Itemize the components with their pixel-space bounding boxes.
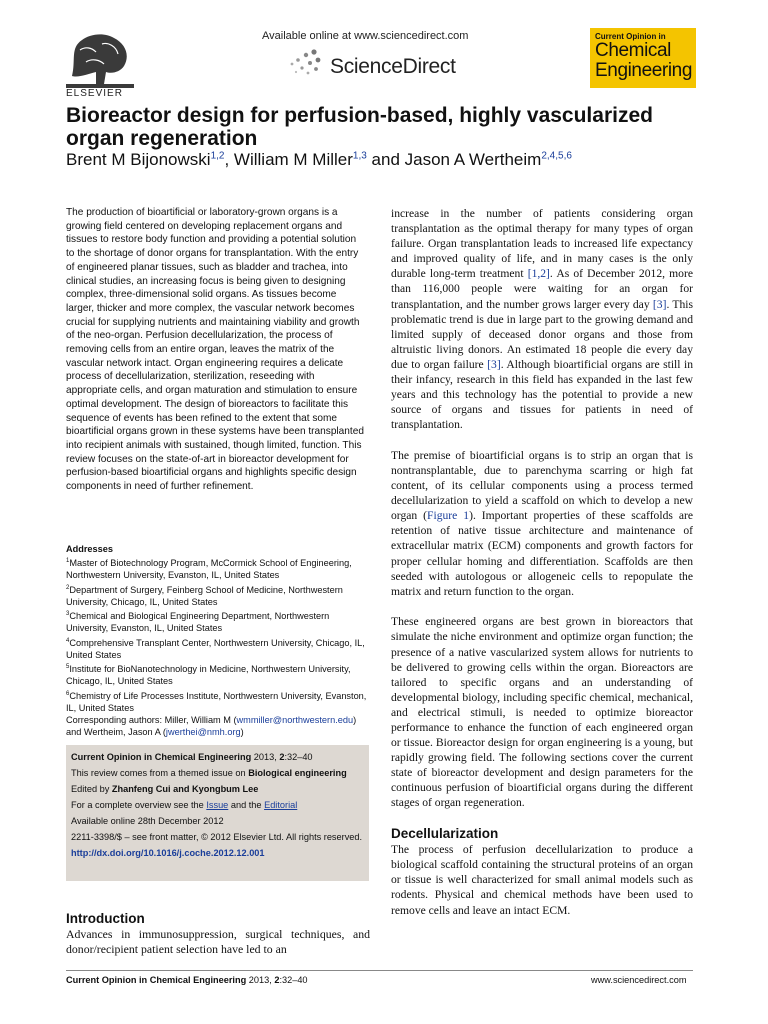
footer-citation: Current Opinion in Chemical Engineering 2013, 2:32–40 [66,975,308,985]
email-link[interactable]: wmmiller@northwestern.edu [236,715,354,725]
available-online-text: Available online at www.sciencedirect.com [262,30,469,42]
addresses-block [66,543,371,714]
paragraph: increase in the number of patients considering organ transplantation as the optimal therapy for many types of organ failure. Organ transplantation leads to increased life expectancy and improved quality of life, and in many cases is the only durable long-term treatment [1,2]. As of December 2012, more than 116,000 people were waiting for an organ for transplantation, and the number grows larger every day [3]. This problematic trend is due in large part to the growing demand and limited supply of deceased donor organs and those from altruistic living donors. An estimated 18 people die every day due to organ failure [3]. Although bioartificial organs are still in their infancy, research in this field has expanded in the last few years and this technology has the potential to provide a new source of organs and tissues for patients in need of transplantation. [391,207,694,432]
author-affiliation: 1,3 [352,150,367,162]
citation-link[interactable]: [3] [487,357,501,371]
address-item: $^2$Department of Surgery, Feinberg School of Medicine, Northwestern University, Chicago, IL, United States [66,584,343,607]
citation-link[interactable]: [3] [652,297,667,311]
journal-logo-line1: Chemical [595,40,671,61]
address-item: $^5$Institute for BioNanotechnology in Medicine, Northwestern University, Chicago, IL, United States [66,664,351,687]
author-separator: , [224,150,234,169]
author-separator: and [366,150,405,169]
address-item: $^6$Chemistry of Life Processes Institute, Northwestern University, Evanston, IL, United States [66,690,367,713]
journal-logo [590,28,696,88]
author-list [66,150,706,170]
editorial-link[interactable]: Editorial [264,800,298,810]
corresponding-authors: Corresponding authors: Miller, William M (wmmiller@northwestern.edu) and Wertheim, Jason A (jwerthei@nmh.org) [66,715,357,738]
author-name: William M Miller [233,150,353,169]
introduction-heading: Introduction [66,911,145,926]
decellularization-heading: Decellularization [391,826,499,842]
available-date: Available online 28th December 2012 [71,816,224,826]
paragraph: The process of perfusion decellularization to produce a biological scaffold containing the structural proteins of an organ or tissue is well characterized for small animal models such as rodents. Physical and chemical methods have been used to remove cells and leave an intact ECM. [391,843,693,917]
right-column [391,206,693,933]
citation-line: Current Opinion in Chemical Engineering 2013, 2:32–40 [71,752,313,762]
author-name: Brent M Bijonowski [66,150,211,169]
themed-issue-line: This review comes from a themed issue on Biological engineering [71,768,347,778]
journal-logo-line2: Engineering [595,60,693,81]
sciencedirect-wordmark: ScienceDirect [330,55,456,78]
issue-link[interactable]: Issue [206,800,229,810]
author-affiliation: 2,4,5,6 [541,150,572,162]
elsevier-tree-icon [66,30,134,88]
paragraph: These engineered organs are best grown in bioreactors that simulate the niche environment and optimize organ function; the presence of a native vascularized system allows for nutrients to be delivered to growing cells within the organ. Bioreactors are tailored to specific organs and an understanding of developmental biology, including specific chemical, mechanical, and electrical stimuli, is needed to optimize bioreactor performance to enhance the function of each engineered organ or tissue. Bioreactor design for organ engineering is a young, but rapidly growing field. The following sections cover the current state of bioreactor development and design parameters for the continuous perfusion of bioartificial organs during the different stages of organ regeneration. [391,615,693,810]
introduction-text: Advances in immunosuppression, surgical techniques, and donor/recipient patient selection have led to an [66,927,370,956]
footer-site: www.sciencedirect.com [591,975,687,985]
issn-line: 2211-3398/$ – see front matter, © 2012 Elsevier Ltd. All rights reserved. [71,832,363,842]
footer-divider [66,970,693,971]
overview-line: For a complete overview see the Issue and the Editorial [71,800,298,810]
address-item: $^1$Master of Biotechnology Program, McCormick School of Engineering, Northwestern University, Evanston, IL, United States [66,558,352,581]
sciencedirect-dots-icon [286,46,326,80]
figure-link[interactable]: Figure 1 [427,509,470,523]
email-link[interactable]: jwerthei@nmh.org [165,727,241,738]
address-item: $^3$Chemical and Biological Engineering Department, Northwestern University, Evanston, IL, United States [66,611,330,634]
addresses-heading: Addresses [66,544,113,554]
abstract: The production of bioartificial or laboratory-grown organs is a growing field centered on developing replacement organs and tissues to restore body function and providing a potential solution to the shortage of donor organs for transplantation. With the entry of engineered planar tissues, such as bladder and trachea, into clinical studies, an increasing focus is being given to designing complex, three-dimensional solid organs. As tissues become larger, thicker and more complex, the vascular network becomes crucial for supplying nutrients and maintaining viability and growth of the neo-organ. Perfusion decellularization, the process of removing cells from an entire organ, leaves the matrix of the vascular network intact. Organ engineering requires a delicate process of decellularization, sterilization, reseeding with appropriate cells, and organ maturation and stimulation to ensure optimal development. The design of bioreactors to facilitate this sequence of events has been refined to the extent that some bioartificial organs grown in these systems have been transplanted into recipient animals with sustained, though limited, function. This review focuses on the state-of-art in bioreactor development for perfusion-based bioartificial organs and highlights specific design components in need of further refinement. [66,207,364,493]
editors-line: Edited by Zhanfeng Cui and Kyongbum Lee [71,784,259,794]
article-info-box [66,745,369,881]
citation-link[interactable]: [1,2] [527,267,550,281]
doi-link[interactable]: http://dx.doi.org/10.1016/j.coche.2012.12.001 [71,848,265,858]
journal-logo-small: Current Opinion in [595,32,666,41]
author-affiliation: 1,2 [210,150,225,162]
author-name: Jason A Wertheim [404,150,542,169]
address-item: $^4$Comprehensive Transplant Center, Northwestern University, Chicago, IL, United States [66,637,365,660]
publisher-name: ELSEVIER [66,88,123,99]
paragraph: The premise of bioartificial organs is to strip an organ that is nontransplantable, due to parenchyma scarring or high fat content, of its cellular components using a process termed decellularization to yield a scaffold on which to develop a new organ (Figure 1). Important properties of these scaffolds are retention of native tissue architecture and maintenance of extracellular matrix (ECM) components and growth factors for proper cellular homing and differentiation. Scaffolds are then seeded with autologous or allogeneic cells to repopulate the matrix and return function to the organ. [391,448,694,598]
article-title: Bioreactor design for perfusion-based, highly vascularized organ regeneration [66,104,653,150]
